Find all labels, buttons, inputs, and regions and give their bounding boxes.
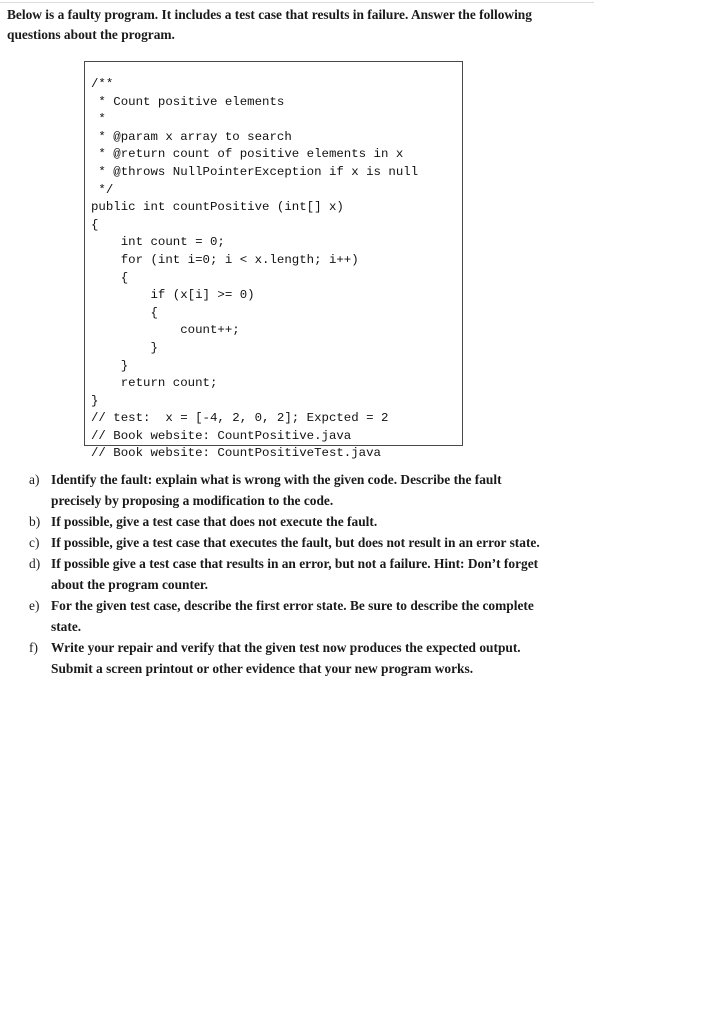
question-text: If possible, give a test case that does not execute the fault. [51, 514, 378, 529]
code-line: { [91, 217, 99, 232]
code-line: } [91, 340, 158, 355]
question-text: For the given test case, describe the first error state. Be sure to describe the complete state. [51, 598, 534, 634]
code-line: * Count positive elements [91, 94, 285, 109]
code-listing [91, 76, 418, 463]
question-item [29, 532, 549, 553]
question-text: Identify the fault: explain what is wrong with the given code. Describe the fault precisely by proposing a modification to the code. [51, 472, 502, 508]
question-item [29, 553, 549, 595]
code-line: if (x[i] >= 0) [91, 288, 255, 303]
question-letter: d) [29, 556, 41, 571]
code-line: // Book website: CountPositiveTest.java [91, 446, 381, 461]
question-item [29, 469, 549, 511]
code-line: // test: x = [-4, 2, 0, 2]; Expcted = 2 [91, 411, 389, 426]
code-line: { [91, 270, 129, 285]
code-line: return count; [91, 376, 218, 391]
code-line: { [91, 305, 158, 320]
question-text: If possible give a test case that results in an error, but not a failure. Hint: Don’t forget about the program counter. [51, 556, 539, 592]
code-line: // Book website: CountPositive.java [91, 428, 352, 443]
code-line: int count = 0; [91, 235, 225, 250]
question-letter: f) [29, 640, 38, 655]
question-list [29, 469, 549, 679]
question-item [29, 595, 549, 637]
code-line: * @param x array to search [91, 129, 292, 144]
code-line: } [91, 358, 129, 373]
question-letter: c) [29, 535, 40, 550]
code-listing-box [84, 61, 463, 461]
code-line: * @throws NullPointerException if x is null [91, 164, 419, 179]
code-line: } [91, 393, 99, 408]
question-item [29, 637, 549, 679]
question-letter: a) [29, 472, 40, 487]
question-letter: b) [29, 514, 41, 529]
code-line: count++; [91, 323, 240, 338]
question-letter: e) [29, 598, 40, 613]
code-line: * @return count of positive elements in x [91, 147, 404, 162]
question-text: If possible, give a test case that executes the fault, but does not result in an error state. [51, 535, 540, 550]
intro-text: Below is a faulty program. It includes a test case that results in failure. Answer the following questions about the program. [7, 7, 532, 42]
code-line: public int countPositive (int[] x) [91, 200, 344, 215]
top-divider [0, 2, 594, 3]
question-item [29, 511, 549, 532]
question-text: Write your repair and verify that the given test now produces the expected output. Submit a screen printout or other evidence that your new program works. [51, 640, 521, 676]
code-line: /** [91, 77, 114, 91]
code-line: * [91, 112, 106, 127]
code-line: for (int i=0; i < x.length; i++) [91, 252, 359, 267]
code-line: */ [91, 182, 114, 197]
